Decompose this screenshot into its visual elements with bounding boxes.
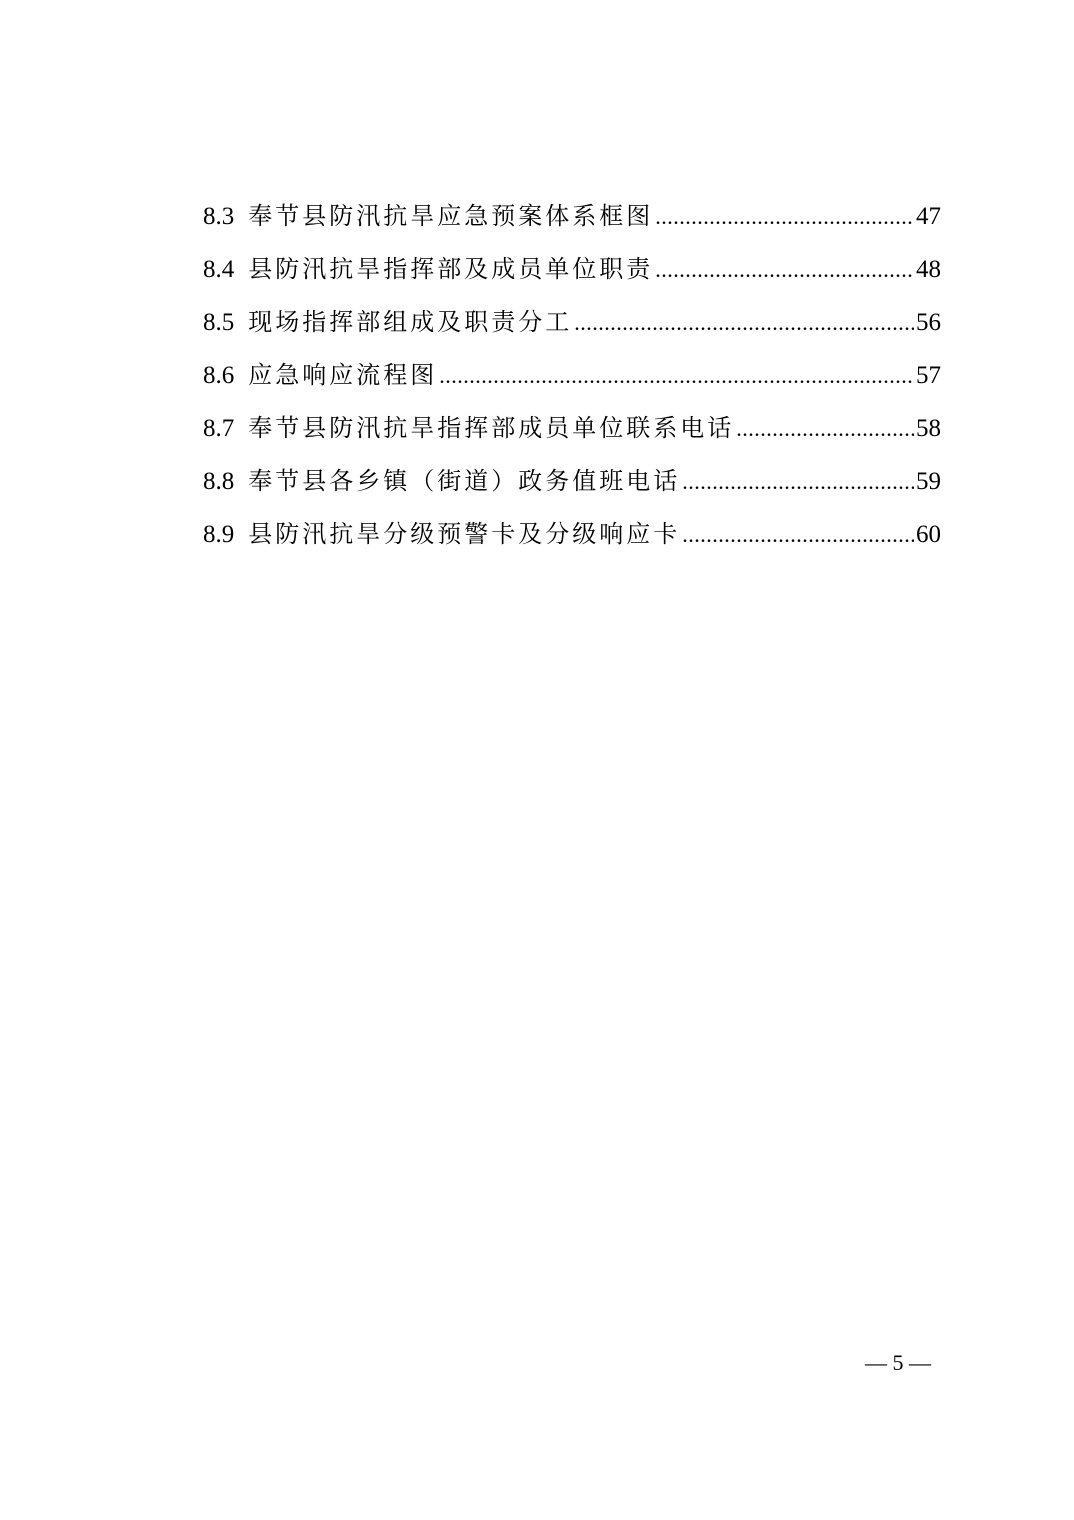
toc-entry-number: 8.9 [203,521,235,548]
table-of-contents [203,190,941,561]
toc-entry[interactable] [203,349,941,402]
toc-entry[interactable] [203,190,941,243]
toc-leader-dots [682,508,914,561]
toc-entry-title: 现场指挥部组成及职责分工 [248,308,573,336]
toc-entry-page: 56 [916,309,941,336]
toc-entry-page: 57 [916,362,941,389]
toc-entry-number: 8.4 [203,256,235,283]
toc-entry-number: 8.8 [203,468,235,495]
toc-entry-title: 奉节县防汛抗旱指挥部成员单位联系电话 [248,414,735,442]
toc-entry-page: 58 [916,415,941,442]
toc-leader-dots [439,349,914,402]
toc-leader-dots [682,455,914,508]
toc-leader-dots [574,296,914,349]
toc-entry-title: 应急响应流程图 [248,361,438,389]
toc-leader-dots [736,402,914,455]
toc-entry-title: 奉节县防汛抗旱应急预案体系框图 [248,202,654,230]
toc-entry[interactable] [203,402,941,455]
toc-entry-number: 8.3 [203,203,235,230]
toc-entry-number: 8.6 [203,362,235,389]
page-number: — 5 — [865,1350,931,1375]
toc-entry-title: 奉节县各乡镇（街道）政务值班电话 [248,467,681,495]
toc-entry-title: 县防汛抗旱指挥部及成员单位职责 [248,255,654,283]
toc-entry-page: 48 [916,256,941,283]
toc-entry[interactable] [203,455,941,508]
toc-entry[interactable] [203,508,941,561]
toc-entry-page: 60 [916,521,941,548]
toc-entry-page: 47 [916,203,941,230]
toc-entry-number: 8.7 [203,415,235,442]
toc-entry[interactable] [203,296,941,349]
toc-leader-dots [655,190,914,243]
toc-leader-dots [655,243,914,296]
toc-entry-title: 县防汛抗旱分级预警卡及分级响应卡 [248,520,681,548]
toc-entry-number: 8.5 [203,309,235,336]
toc-entry-page: 59 [916,468,941,495]
toc-entry[interactable] [203,243,941,296]
